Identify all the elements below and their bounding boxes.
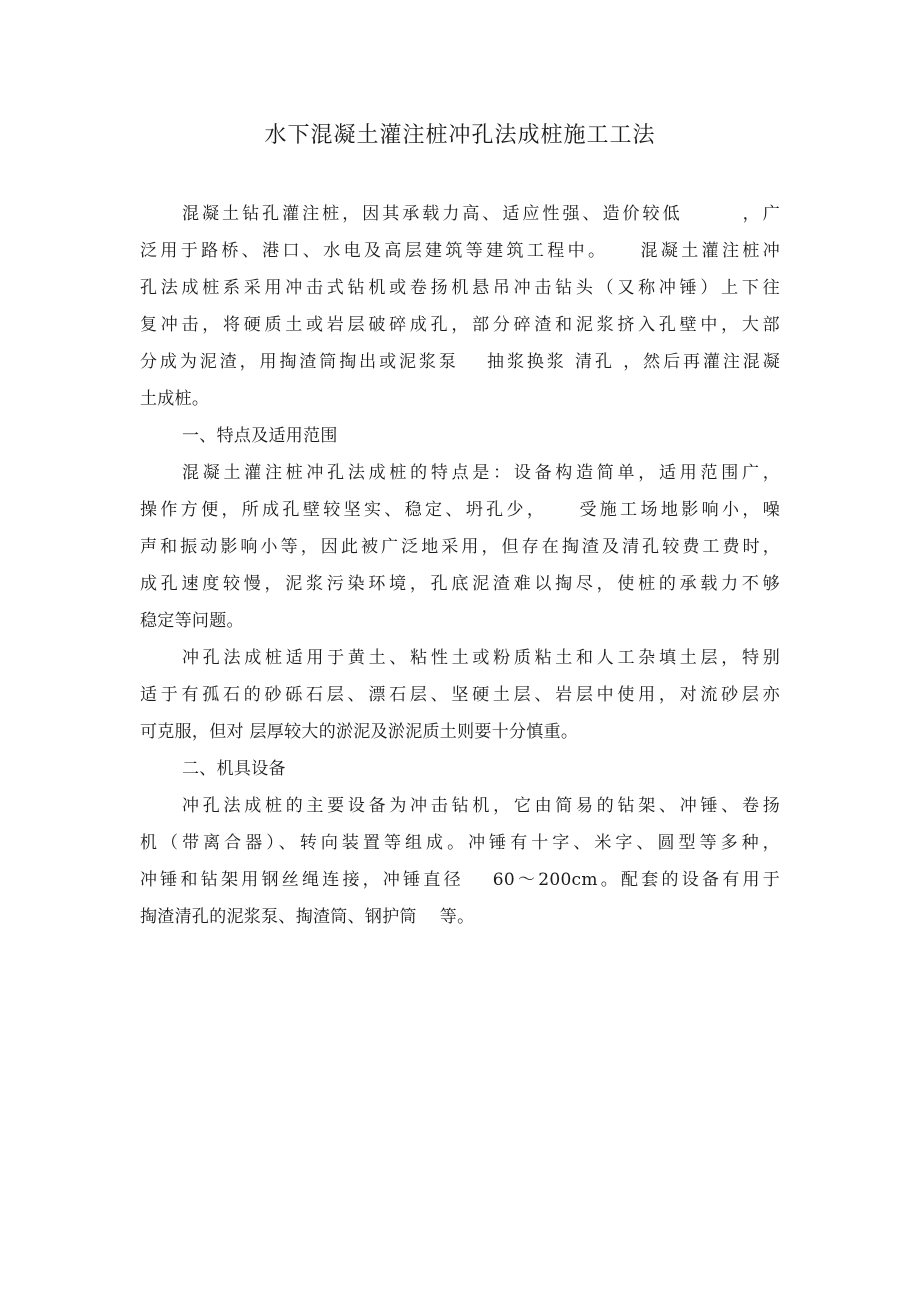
paragraph-line: 冲锤和钻架用钢丝绳连接，冲锤直径 60～200cm。配套的设备有用于 [140,870,780,890]
paragraph-line: 冲孔法成桩适用于黄土、粘性土或粉质粘土和人工杂填土层，特别 [182,648,780,668]
paragraph-line: 泛用于路桥、港口、水电及高层建筑等建筑工程中。 混凝土灌注桩冲 [140,241,780,261]
paragraph-line: 声和振动影响小等，因此被广泛地采用，但存在掏渣及清孔较费工费时， [140,537,780,557]
paragraph-line: 混凝土灌注桩冲孔法成桩的特点是：设备构造简单，适用范围广， [182,463,780,483]
paragraph-line: 混凝土钻孔灌注桩，因其承载力高、适应性强、造价较低 ，广 [182,204,780,224]
document-body [140,196,780,936]
paragraph-line: 分成为泥渣，用掏渣筒掏出或泥浆泵 抽浆换浆 清孔 ，然后再灌注混凝 [140,352,780,372]
paragraph-line: 适于有孤石的砂砾石层、漂石层、坚硬土层、岩层中使用，对流砂层亦 [140,685,780,705]
paragraph-line: 冲孔法成桩的主要设备为冲击钻机，它由简易的钻架、冲锤、卷扬 [182,796,780,816]
paragraph-line: 掏渣清孔的泥浆泵、掏渣筒、钢护筒 等。 [140,907,475,927]
paragraph-line: 机（带离合器）、转向装置等组成。冲锤有十字、米字、圆型等多种， [140,833,780,853]
paragraph-line: 操作方便，所成孔壁较坚实、稳定、坍孔少， 受施工场地影响小，噪 [140,500,780,520]
paragraph-line: 稳定等问题。 [140,611,244,631]
paragraph-line: 可克服，但对 层厚较大的淤泥及淤泥质土则要十分慎重。 [140,722,579,742]
paragraph-line: 成孔速度较慢，泥浆污染环境，孔底泥渣难以掏尽，使桩的承载力不够 [140,574,780,594]
paragraph-line: 土成桩。 [140,389,210,409]
paragraph-line: 孔法成桩系采用冲击式钻机或卷扬机悬吊冲击钻头（又称冲锤）上下往 [140,278,780,298]
paragraph-line: 复冲击，将硬质土或岩层破碎成孔，部分碎渣和泥浆挤入孔壁中，大部 [140,315,780,335]
section-heading: 二、机具设备 [182,759,286,779]
section-heading: 一、特点及适用范围 [182,426,338,446]
document-title: 水下混凝土灌注桩冲孔法成桩施工工法 [264,123,656,148]
